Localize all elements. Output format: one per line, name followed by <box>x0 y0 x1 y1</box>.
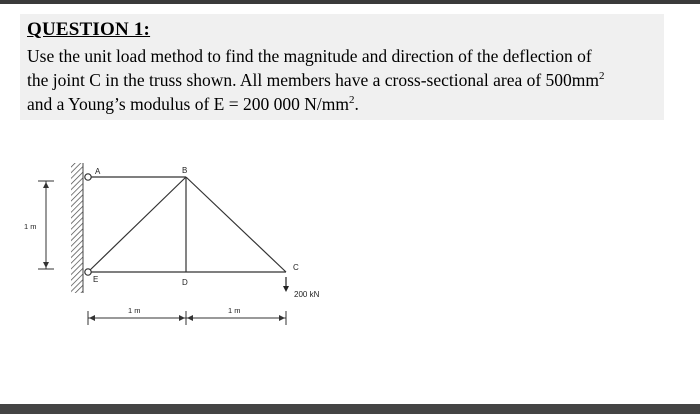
span-left-label: 1 m <box>128 306 141 315</box>
span-right-label: 1 m <box>228 306 241 315</box>
joint-label-c: C <box>293 263 299 272</box>
top-rule <box>0 0 700 4</box>
span-arrow-1-icon <box>89 315 95 321</box>
height-dimension <box>38 181 54 269</box>
question-line-3 <box>27 94 359 114</box>
truss-diagram <box>0 130 700 340</box>
modulus-unit-exponent: 2 <box>348 94 355 106</box>
span-arrow-3-icon <box>187 315 193 321</box>
question-box <box>20 14 664 120</box>
load-arrow-icon <box>283 286 289 292</box>
member-eb <box>88 177 186 272</box>
question-line-3-text: and a Young’s modulus of E = 200 000 N/mm <box>27 94 349 114</box>
question-text <box>27 44 661 116</box>
height-label: 1 m <box>24 222 37 231</box>
pin-support-e <box>85 269 91 275</box>
wall-support <box>71 163 83 293</box>
load-label: 200 kN <box>294 290 320 299</box>
truss-members <box>88 177 286 272</box>
height-arrow-top-icon <box>43 182 49 188</box>
pin-support-a <box>85 174 91 180</box>
joint-label-e: E <box>93 275 99 284</box>
question-line-2 <box>27 70 605 90</box>
span-arrow-2-icon <box>179 315 185 321</box>
question-line-2-text: the joint C in the truss shown. All members have a cross-sectional area of 500mm <box>27 70 600 90</box>
joint-label-b: B <box>182 166 188 175</box>
bottom-rule <box>0 404 700 414</box>
question-line-1: Use the unit load method to find the magnitude and direction of the deflection of <box>27 46 592 66</box>
question-heading: QUESTION 1: <box>27 19 151 40</box>
joint-label-a: A <box>95 167 101 176</box>
span-arrow-4-icon <box>279 315 285 321</box>
joint-label-d: D <box>182 278 188 287</box>
member-bc <box>186 177 286 272</box>
height-arrow-bottom-icon <box>43 262 49 268</box>
area-unit-exponent: 2 <box>599 70 605 82</box>
question-line-3-end: . <box>354 94 359 114</box>
